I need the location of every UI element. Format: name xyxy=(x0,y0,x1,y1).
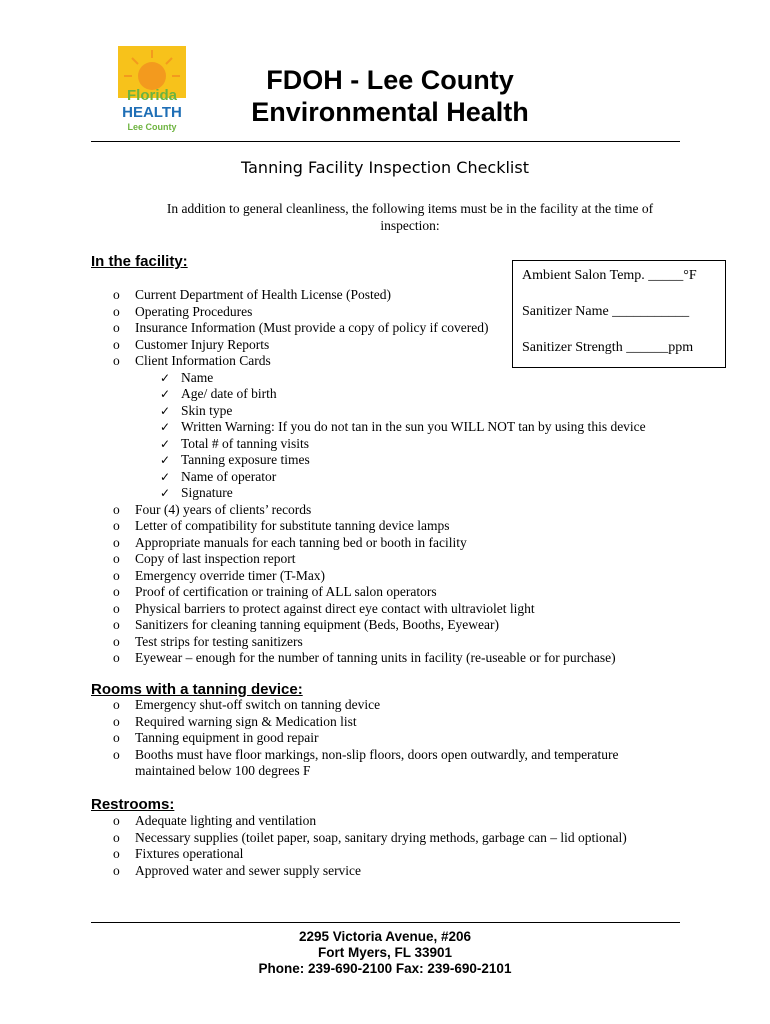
card-field-item xyxy=(160,403,232,419)
item-text: Four (4) years of clients’ records xyxy=(135,501,312,517)
item-text: Written Warning: If you do not tan in the sun you WILL NOT tan by using this device xyxy=(181,419,646,434)
bullet-icon: o xyxy=(113,336,120,352)
footer-address: 2295 Victoria Avenue, #206 xyxy=(298,929,472,944)
item-text: Emergency override timer (T-Max) xyxy=(135,567,326,583)
list-item-continuation: maintained below 100 degrees F xyxy=(135,763,311,778)
list-item xyxy=(113,634,303,650)
item-text: Tanning equipment in good repair xyxy=(135,730,319,745)
footer-contact: Phone: 239-690-2100 Fax: 239-690-2101 xyxy=(258,961,512,976)
item-text: Necessary supplies (toilet paper, soap, sanitary drying methods, garbage can – lid optional) xyxy=(135,829,627,845)
item-text: Insurance Information (Must provide a copy of policy if covered) xyxy=(135,320,489,335)
list-item xyxy=(113,697,380,713)
bullet-icon: o xyxy=(113,829,120,845)
header-divider xyxy=(91,141,680,142)
list-item xyxy=(113,337,269,353)
intro-text: In addition to general cleanliness, the following items must be in the facility at the time of inspection: xyxy=(166,201,654,233)
bullet-icon: o xyxy=(113,287,120,302)
item-text: Copy of last inspection report xyxy=(135,551,296,566)
bullet-icon: o xyxy=(113,534,120,550)
bullet-icon: o xyxy=(113,303,120,319)
bullet-icon: o xyxy=(113,730,120,745)
item-text: Operating Procedures xyxy=(135,303,253,319)
restrooms-heading: Restrooms: xyxy=(91,796,175,813)
list-item xyxy=(113,502,311,518)
list-item xyxy=(113,747,619,763)
list-item xyxy=(113,568,325,584)
item-text: Fixtures operational xyxy=(135,846,244,861)
item-text: Letter of compatibility for substitute tanning device lamps xyxy=(135,518,450,533)
item-text: Test strips for testing sanitizers xyxy=(135,633,303,649)
item-text: Adequate lighting and ventilation xyxy=(135,813,317,828)
checkmark-icon: ✓ xyxy=(160,453,171,467)
list-item xyxy=(113,714,357,730)
list-item xyxy=(113,304,252,320)
card-field-item xyxy=(160,485,233,501)
item-text: Name of operator xyxy=(181,468,277,484)
item-text: Current Department of Health License (Posted) xyxy=(135,287,392,302)
list-item xyxy=(113,584,437,600)
footer-city: Fort Myers, FL 33901 xyxy=(317,945,453,960)
card-field-item xyxy=(160,386,277,402)
item-text: Appropriate manuals for each tanning bed or booth in facility xyxy=(135,534,467,550)
bullet-icon: o xyxy=(113,584,120,599)
list-item xyxy=(113,535,467,551)
bullet-icon: o xyxy=(113,320,120,335)
checkmark-icon: ✓ xyxy=(160,486,171,500)
checkmark-icon: ✓ xyxy=(160,436,171,451)
checkmark-icon: ✓ xyxy=(160,403,171,418)
salon-readings-box xyxy=(512,260,726,368)
bullet-icon: o xyxy=(113,600,120,616)
bullet-icon: o xyxy=(113,617,120,632)
item-text: Emergency shut-off switch on tanning device xyxy=(135,697,381,712)
list-item xyxy=(113,353,271,369)
checkmark-icon: ✓ xyxy=(160,420,171,434)
list-item xyxy=(113,830,627,846)
card-field-item xyxy=(160,469,276,485)
list-item xyxy=(113,518,450,534)
sanitizer-name-field: Sanitizer Name ___________ xyxy=(522,304,690,319)
item-text: Skin type xyxy=(181,402,233,418)
item-text: Customer Injury Reports xyxy=(135,336,270,352)
item-text: Total # of tanning visits xyxy=(181,435,310,451)
item-text: Age/ date of birth xyxy=(181,386,277,401)
card-field-item xyxy=(160,419,646,435)
checklist-title: Tanning Facility Inspection Checklist xyxy=(241,158,529,177)
logo-florida-text: Florida xyxy=(126,87,178,104)
list-item xyxy=(113,551,295,567)
bullet-icon: o xyxy=(113,518,120,533)
item-text: Client Information Cards xyxy=(135,353,271,368)
item-text: Required warning sign & Medication list xyxy=(135,713,357,729)
checkmark-icon: ✓ xyxy=(160,387,171,401)
item-text: Sanitizers for cleaning tanning equipment (Beds, Booths, Eyewear) xyxy=(135,617,500,632)
list-item xyxy=(113,601,535,617)
bullet-icon: o xyxy=(113,862,120,878)
rooms-heading: Rooms with a tanning device: xyxy=(91,681,303,698)
bullet-icon: o xyxy=(113,713,120,729)
list-item xyxy=(113,287,391,303)
bullet-icon: o xyxy=(113,567,120,583)
bullet-icon: o xyxy=(113,697,120,712)
bullet-icon: o xyxy=(113,501,120,517)
logo-health-text: HEALTH xyxy=(122,104,182,121)
list-item xyxy=(113,650,616,666)
bullet-icon: o xyxy=(113,813,120,828)
checkmark-icon: ✓ xyxy=(160,370,171,385)
bullet-icon: o xyxy=(113,551,120,566)
item-text: Tanning exposure times xyxy=(181,452,310,467)
bullet-icon: o xyxy=(113,650,120,665)
card-field-item xyxy=(160,452,310,468)
sanitizer-strength-field: Sanitizer Strength ______ppm xyxy=(522,340,694,355)
list-item xyxy=(113,730,319,746)
page-title-line2: Environmental Health xyxy=(251,97,529,127)
footer-divider xyxy=(91,922,680,923)
bullet-icon: o xyxy=(113,846,120,861)
list-item xyxy=(113,863,361,879)
list-item xyxy=(113,846,243,862)
item-text: Physical barriers to protect against direct eye contact with ultraviolet light xyxy=(135,600,535,616)
bullet-icon: o xyxy=(113,633,120,649)
item-text: Proof of certification or training of ALL salon operators xyxy=(135,584,437,599)
bullet-icon: o xyxy=(113,353,120,368)
item-text: Name xyxy=(181,369,214,385)
list-item xyxy=(113,320,489,336)
item-text: Eyewear – enough for the number of tanning units in facility (re-useable or for purchase) xyxy=(135,650,616,665)
ambient-temp-field: Ambient Salon Temp. _____°F xyxy=(522,268,697,283)
item-text: Signature xyxy=(181,485,233,500)
checkmark-icon: ✓ xyxy=(160,469,171,484)
item-text: Approved water and sewer supply service xyxy=(135,862,362,878)
card-field-item xyxy=(160,436,309,452)
logo-county-text: Lee County xyxy=(127,122,177,132)
card-field-item xyxy=(160,370,213,386)
florida-health-logo xyxy=(118,46,186,134)
list-item xyxy=(113,813,316,829)
page-title-line1: FDOH - Lee County xyxy=(266,65,514,95)
bullet-icon: o xyxy=(113,746,120,762)
facility-heading: In the facility: xyxy=(91,253,188,270)
list-item xyxy=(113,617,499,633)
item-text: Booths must have floor markings, non-slip floors, doors open outwardly, and temperature xyxy=(135,746,619,762)
